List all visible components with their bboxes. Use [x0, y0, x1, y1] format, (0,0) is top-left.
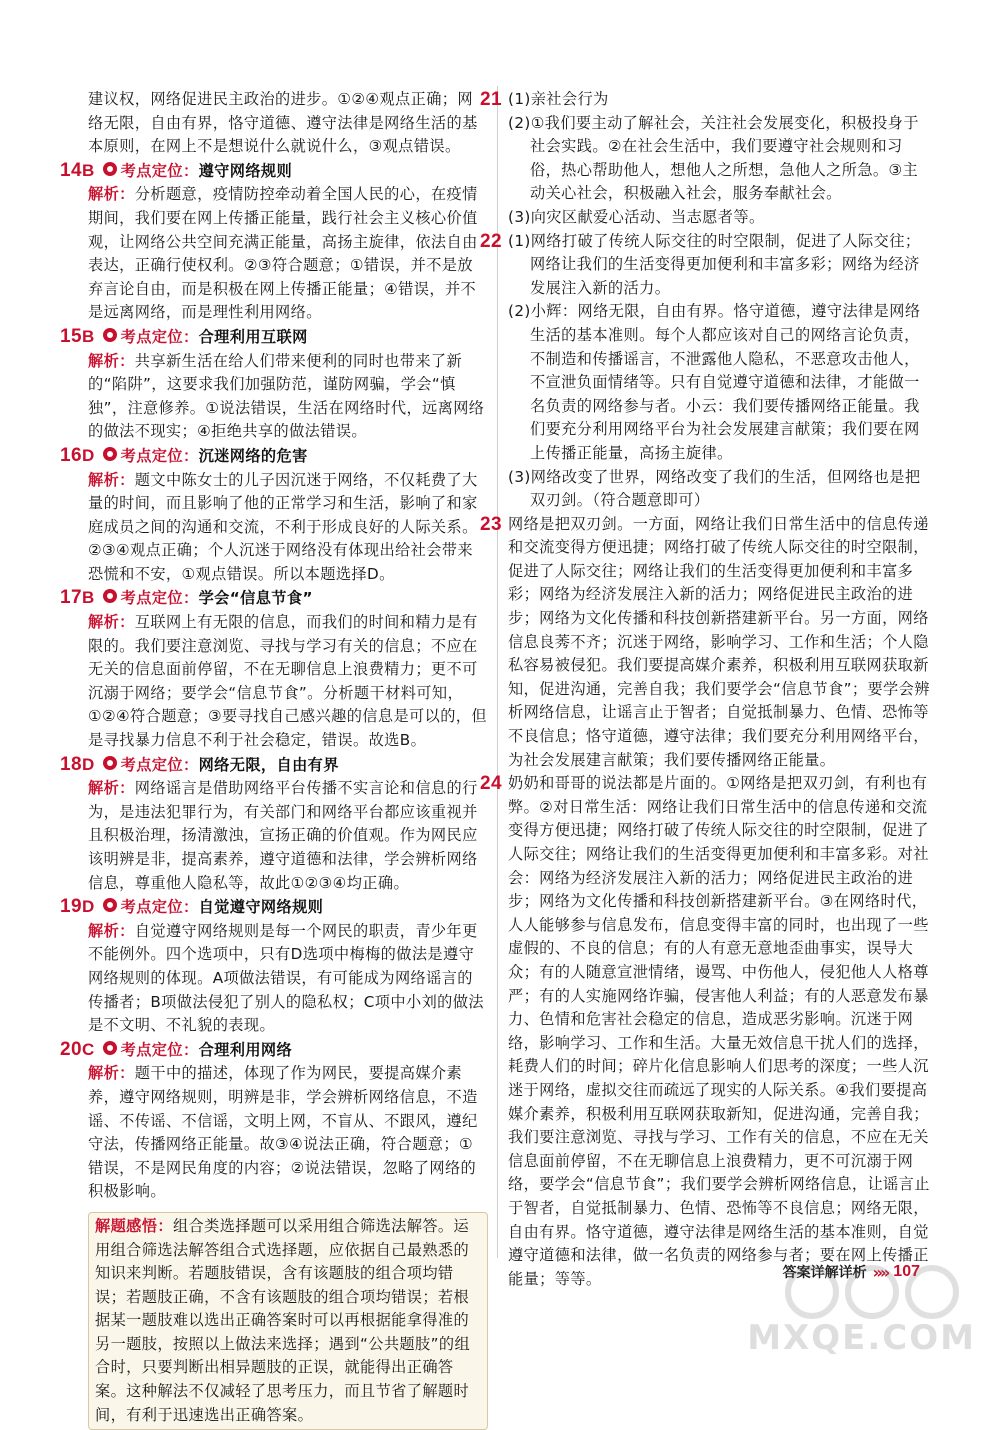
solving-tip-box: [88, 1212, 488, 1430]
question-number: 20: [60, 1038, 82, 1060]
answer-letter: B: [81, 588, 95, 608]
question-number: 18: [60, 753, 82, 775]
jiexi-text: 分析题意，疫情防控牵动着全国人民的心，在疫情期间，我们要在网上传播正能量，践行社会主义核心价值观，让网络公共空间充满正能量，高扬主旋律，依法自由表达，正确行使权利。②③符合题意；①错误，并不是放弃言论自由，而是积极在网上传播正能量；④错误，并不是远离网络，而是理性利用网络。: [88, 185, 478, 322]
jiexi-label: 解析：: [88, 185, 135, 204]
jiexi-label: 解析：: [88, 613, 135, 632]
answer-part: (1)网络打破了传统人际交往的时空限制，促进了人际交往；网络让我们的生活变得更加便利和丰富多彩；网络为经济发展注入新的活力。: [508, 231, 921, 297]
target-icon: [103, 328, 117, 342]
kaodian-topic: 自觉遵守网络规则: [198, 898, 324, 917]
question-22: [480, 230, 932, 513]
question-number: 24: [480, 773, 502, 795]
question-number: 14: [60, 159, 82, 181]
answer-letter: B: [81, 326, 95, 346]
kaodian-label: 考点定位：: [120, 898, 199, 917]
jiexi-text: 共享新生活在给人们带来便利的同时也带来了新的“陷阱”，这要求我们加强防范，谨防网骗，学会“慎独”，注意修养。①说法错误，生活在网络时代，远离网络的做法不现实；④拒绝共享的做法错误。: [88, 351, 485, 441]
target-icon: [103, 756, 117, 770]
target-icon: [103, 447, 117, 461]
question-14: [60, 159, 488, 325]
target-icon: [103, 162, 117, 176]
question-number: 19: [60, 896, 82, 918]
left-column: [60, 88, 488, 1430]
kaodian-label: 考点定位：: [120, 161, 199, 180]
question-17: [60, 586, 488, 752]
jiexi-text: 网络谣言是借助网络平台传播不实言论和信息的行为，是违法犯罪行为，有关部门和网络平台都应该重视并且积极治理，扬清激浊，宣扬正确的价值观。作为网民应该明辨是非，提高素养，遵守道德和法律，学会辨析网络信息，尊重他人隐私等，故此①②③④均正确。: [88, 779, 478, 892]
jiexi-text: 题干中的描述，体现了作为网民，要提高媒介素养，遵守网络规则，明辨是非，学会辨析网络信息，不造谣、不传谣、不信谣，文明上网，不盲从、不跟风，遵纪守法，传播网络正能量。故③④说法正确，符合题意；①错误，不是网民角度的内容；②说法错误，忽略了网络的积极影响。: [88, 1064, 478, 1201]
kaodian-topic: 合理利用网络: [198, 1040, 293, 1059]
answer-part: (3)网络改变了世界，网络改变了我们的生活，但网络也是把双刃剑。（符合题意即可）: [508, 467, 921, 510]
question-16: [60, 444, 488, 587]
watermark-text: MXQE.COM: [747, 1318, 976, 1358]
question-number: 17: [60, 587, 82, 609]
answer-text: 网络是把双刃剑。一方面，网络让我们日常生活中的信息传递和交流变得方便迅捷；网络打破了传统人际交往的时空限制，促进了人际交往；网络让我们的生活变得更加便利和丰富多彩；网络为经济发展注入新的活力；网络促进民主政治的进步；网络为文化传播和科技创新搭建新平台。另一方面，网络信息良莠不齐；沉迷于网络，影响学习、工作和生活；个人隐私容易被侵犯。我们要提高媒介素养，积极利用互联网获取新知，促进沟通，完善自我；我们要学会“信息节食”；要学会辨析网络信息，让谣言止于智者；自觉抵制暴力、色情、恐怖等不良信息；恪守道德，遵守法律；我们要充分利用网络平台，为社会发展建言献策；我们要传播网络正能量。: [508, 514, 930, 769]
target-icon: [103, 1041, 117, 1055]
jiexi-text: 题文中陈女士的儿子因沉迷于网络，不仅耗费了大量的时间，而且影响了他的正常学习和生活，影响了和家庭成员之间的沟通和交流，不利于形成良好的人际关系。②③④观点正确；个人沉迷于网络没有体现出给社会带来恐慌和不安，①观点错误。所以本题选择D。: [88, 470, 478, 583]
question-18: [60, 753, 488, 896]
kaodian-topic: 网络无限，自由有界: [198, 755, 339, 774]
kaodian-label: 考点定位：: [120, 1040, 199, 1059]
question-number: 15: [60, 325, 82, 347]
target-icon: [103, 589, 117, 603]
question-20: [60, 1038, 488, 1204]
jiexi-label: 解析：: [88, 1064, 135, 1083]
answer-part: (2)小辉：网络无限，自由有界。恪守道德，遵守法律是网络生活的基本准则。每个人都应该对自己的网络言论负责，不制造和传播谣言，不泄露他人隐私，不恶意攻击他人，不宣泄负面情绪等。只有自觉遵守道德和法律，才能做一名负责的网络参与者。小云：我们要传播网络正能量。我们要充分利用网络平台为社会发展建言献策；我们要在网上传播正能量，高扬主旋律。: [508, 302, 921, 462]
jiexi-label: 解析：: [88, 779, 135, 798]
target-icon: [103, 898, 117, 912]
kaodian-topic: 学会“信息节食”: [198, 589, 313, 608]
question-19: [60, 895, 488, 1038]
site-watermark: [747, 1262, 982, 1362]
answer-letter: D: [81, 445, 95, 465]
question-15: [60, 325, 488, 444]
answer-letter: B: [81, 160, 95, 180]
kaodian-topic: 遵守网络规则: [198, 161, 293, 180]
tip-title: 解题感悟：: [95, 1216, 173, 1235]
kaodian-topic: 沉迷网络的危害: [198, 446, 308, 465]
question-24: [480, 772, 932, 1291]
answer-text: 奶奶和哥哥的说法都是片面的。①网络是把双刃剑，有利也有弊。②对日常生活：网络让我们日常生活中的信息传递和交流变得方便迅捷；网络打破了传统人际交往的时空限制，促进了人际交往；网络让我们的生活变得更加便利和丰富多彩。对社会：网络为经济发展注入新的活力；网络促进民主政治的进步；网络为文化传播和科技创新搭建新平台。③在网络时代，人人能够参与信息发布，信息变得丰富的同时，也出现了一些虚假的、不良的信息；有的人有意无意地歪曲事实，误导大众；有的人随意宣泄情绪，谩骂、中伤他人，侵犯他人人格尊严；有的人实施网络诈骗，侵害他人利益；有的人恶意发布暴力、色情和危害社会稳定的信息，造成恶劣影响。沉迷于网络，影响学习、工作和生活。大量无效信息干扰人们的选择，耗费人们的时间；碎片化信息影响人们思考的深度；一些人沉迷于网络，虚拟交往而疏远了现实的人际关系。④我们要提高媒介素养，积极利用互联网获取新知，促进沟通，完善自我；我们要注意浏览、寻找与学习、工作有关的信息，不应在无关信息面前停留，不在无聊信息上浪费精力，更不可沉溺于网络，要学会“信息节食”；我们要学会辨析网络信息，让谣言止于智者，自觉抵制暴力、色情、恐怖等不良信息；网络无限，自由有界。恪守道德，遵守法律是网络生活的基本准则，自觉遵守道德和法律，做一名负责的网络参与者；要在网上传播正能量；等等。: [508, 774, 930, 1288]
kaodian-topic: 合理利用互联网: [198, 327, 308, 346]
question-number: 21: [480, 89, 502, 110]
answer-part: (1)亲社会行为: [508, 90, 609, 108]
jiexi-label: 解析：: [88, 921, 135, 940]
kaodian-label: 考点定位：: [120, 589, 199, 608]
kaodian-label: 考点定位：: [120, 446, 199, 465]
tip-text: 组合类选择题可以采用组合筛选法解答。运用组合筛选法解答组合式选择题，应依据自己最熟悉的知识来判断。若题肢错误，含有该题肢的组合项均错误；若题肢正确，不含有该题肢的组合项均错误；若根据某一题肢难以选出正确答案时可以再根据能拿得准的另一题肢，按照以上做法来选择；遇到“公共题肢”的组合时，只要判断出相异题肢的正误，就能得出正确答案。这种解法不仅减轻了思考压力，而且节省了解题时间，有利于迅速选出正确答案。: [95, 1216, 471, 1424]
question-23: [480, 513, 932, 773]
page-number: 107: [893, 1263, 920, 1280]
answer-part: (3)向灾区献爱心活动、当志愿者等。: [508, 207, 765, 226]
question-number: 16: [60, 444, 82, 466]
kaodian-label: 考点定位：: [120, 755, 199, 774]
footer-label: 答案详解详析: [782, 1265, 867, 1281]
jiexi-text: 互联网上有无限的信息，而我们的时间和精力是有限的。我们要注意浏览、寻找与学习有关的信息；不应在无关的信息面前停留，不在无聊信息上浪费精力；更不可沉溺于网络；要学会“信息节食”。分析题干材料可知，①②④符合题意；③要寻找自己感兴趣的信息是可以的，但是寻找暴力信息不利于社会稳定，错误。故选B。: [88, 613, 487, 750]
answer-letter: C: [81, 1039, 95, 1059]
jiexi-text: 自觉遵守网络规则是每一个网民的职责，青少年更不能例外。四个选项中，只有D选项中梅梅的做法是遵守网络规则的体现。A项做法错误，有可能成为网络谣言的传播者；B项做法侵犯了别人的隐私权；C项中小刘的做法是不文明、不礼貌的表现。: [88, 921, 484, 1035]
question-number: 22: [480, 230, 502, 252]
kaodian-label: 考点定位：: [120, 327, 199, 346]
right-column: [480, 88, 932, 1291]
double-chevron-icon: »»: [872, 1262, 888, 1282]
q13-continuation: 建议权，网络促进民主政治的进步。①②④观点正确；网络无限，自由有界，恪守道德、遵守法律是网络生活的基本原则，在网上不是想说什么就说什么，③观点错误。: [88, 90, 478, 156]
jiexi-label: 解析：: [88, 470, 135, 489]
answer-letter: D: [81, 754, 95, 774]
answer-letter: D: [81, 897, 95, 917]
answer-part: (2)①我们要主动了解社会，关注社会发展变化，积极投身于社会实践。②在社会生活中，我们要遵守社会规则和习俗，热心帮助他人，想他人之所想，急他人之所急。③主动关心社会，积极融入社会，服务奉献社会。: [508, 113, 919, 203]
jiexi-label: 解析：: [88, 351, 135, 370]
question-number: 23: [480, 513, 502, 535]
question-21: [480, 88, 932, 230]
